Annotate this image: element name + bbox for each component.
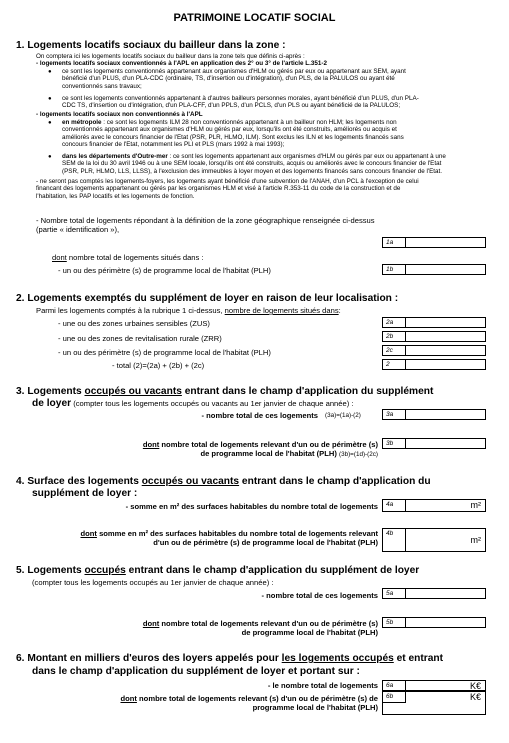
field-2b[interactable]: [382, 331, 486, 342]
field-code: 2b: [383, 332, 406, 341]
field-code: 2c: [383, 346, 406, 355]
field-5a[interactable]: [382, 588, 486, 599]
section-5-note: (compter tous les logements occupés au 1er janvier de chaque année) :: [32, 578, 274, 587]
field-1a[interactable]: [382, 237, 486, 248]
field-code: 4b: [383, 529, 406, 551]
field-code: 5b: [383, 618, 406, 627]
unit-label: K€: [469, 681, 481, 691]
section-4-heading: 4. Surface des logements occupés ou vacants entrant dans le champ d'application du: [16, 476, 431, 487]
field-code: 3a: [383, 410, 406, 419]
field-code: 2: [383, 360, 406, 369]
question-4b: dont somme en m² des surfaces habitables du nombre total de logements relevant d'un ou de périmètre (s) de programme local de l'habitat (PLH): [80, 529, 378, 547]
field-code: 6b: [383, 692, 406, 703]
section-6-heading: 6. Montant en milliers d'euros des loyers appelés pour les logements occupés et entrant: [16, 653, 444, 664]
field-code: 3b: [383, 439, 406, 448]
section-5-heading: 5. Logements occupés entrant dans le champ d'application du supplément de loyer: [16, 565, 420, 576]
question-1a: - Nombre total de logements répondant à la définition de la zone géographique renseignée ci-dessus (partie « identification »),: [36, 216, 375, 234]
question-5a: - nombre total de ces logements: [261, 591, 378, 600]
page-title: PATRIMOINE LOCATIF SOCIAL: [173, 12, 336, 24]
question-2c: - un ou des périmètre (s) de programme local de l'habitat (PLH): [58, 348, 271, 357]
field-code: 6a: [383, 681, 406, 690]
section-2-heading: 2. Logements exemptés du supplément de loyer en raison de leur localisation :: [16, 293, 399, 304]
formula-3a: (3a)=(1a)-(2): [325, 412, 361, 419]
section-1-a2: ce sont les logements conventionnés appartenant à d'autres bailleurs personnes morales, ayant bénéficié d'un PLUS, d'un PLA- CDC TS, d'insertion ou d'intégration, d'un PLA-CFF, d'un PPLS, d'un PCLS, d'un PLS ou ayant bénéficié de la PALULOS;: [62, 95, 419, 110]
bullet-icon: ●: [48, 154, 52, 160]
field-5b[interactable]: [382, 617, 486, 628]
section-1-b1: en métropole : ce sont les logements ILM 28 non conventionnés appartenant à un bailleur non HLM; les logements non conventionnés appartenant aux organismes d'HLM ou gérés par eux, lorsqu'ils ont été construits, améliorés ou acquis et améliorés avec le concours financier de l'Etat (PSR, PLR, HLMO, ILM). Sont exclus les ILN et les logements financés sans concours financier de l'Etat, notamment les PLI et PLS (mars 1992 à mai 1993);: [62, 119, 404, 149]
question-3a: - nombre total de ces logements: [201, 411, 318, 420]
section-3-heading: 3. Logements occupés ou vacants entrant dans le champ d'application du supplément: [16, 386, 434, 397]
bullet-icon: ●: [48, 120, 52, 126]
bullet-icon: ●: [48, 96, 52, 102]
field-4b[interactable]: [382, 528, 486, 552]
field-1b[interactable]: [382, 264, 486, 275]
field-6b[interactable]: [382, 691, 486, 715]
question-2b: - une ou des zones de revitalisation rurale (ZRR): [58, 334, 222, 343]
field-code: 1a: [383, 238, 406, 247]
question-6b: dont nombre total de logements relevant (s) d'un ou de périmètre (s) de programme local de l'habitat (PLH): [120, 694, 378, 712]
section-6-heading-2: dans le champ d'application du supplément de loyer et portant sur :: [32, 666, 360, 677]
field-3b[interactable]: [382, 438, 486, 449]
unit-label: m²: [470, 535, 481, 545]
section-1-sub-a: - logements locatifs sociaux conventionnés à l'APL en application des 2° ou 3° de l'article L.351-2: [36, 60, 328, 67]
section-1-sub-b: - logements locatifs sociaux non conventionnés à l'APL: [36, 111, 203, 118]
section-1-intro: On comptera ici les logements locatifs sociaux du bailleur dans la zone tels que définis ci-après :: [36, 53, 305, 60]
section-3-heading-2: de loyer (compter tous les logements occupés ou vacants au 1er janvier de chaque année) :: [32, 398, 354, 409]
section-4-heading-2: supplément de loyer :: [32, 488, 138, 499]
question-4a: - somme en m² des surfaces habitables du nombre total de logements: [125, 502, 378, 511]
question-1b-intro: dont nombre total de logements situés dans :: [52, 253, 204, 262]
section-1-heading: 1. Logements locatifs sociaux du bailleur dans la zone :: [16, 40, 286, 51]
question-5b: dont nombre total de logements relevant d'un ou de périmètre (s) de programme local de l'habitat (PLH): [142, 619, 378, 637]
field-4a[interactable]: [382, 499, 486, 512]
field-code: 2a: [383, 318, 406, 327]
question-2-total: - total (2)=(2a) + (2b) + (2c): [112, 361, 205, 370]
question-1b: - un ou des périmètre (s) de programme local de l'habitat (PLH): [58, 266, 271, 275]
unit-label: K€: [469, 692, 481, 702]
question-6a: - le nombre total de logements: [267, 681, 378, 690]
unit-label: m²: [470, 500, 481, 510]
field-2a[interactable]: [382, 317, 486, 328]
section-1-exclusions: - ne seront pas comptés les logements-foyers, les logements ayant bénéficié d'une subvention de l'ANAH, d'un PCL à l'exception de celui financant des logements appartenant ou gérés par les organismes HLM et visé à l'article R.353-11 du code de la construction et de l'habitation, les PAP locatifs et les logements de fonction.: [36, 178, 419, 200]
section-1-b2: dans les départements d'Outre-mer : ce sont les logements appartenant aux organismes d'HLM ou gérés par eux ou appartenant à une SEM de la loi du 30 avril 1946 ou à une SEM locale, lorsqu'ils ont été construits, acquis ou améliorés avec le concours financier de l'Etat (PSR, PLR, HLMO, LLS, LLSS), à l'exclusion des immeubles à loyer moyen et des logements financés sans concours financier de l'Etat.: [62, 153, 446, 175]
field-code: 5a: [383, 589, 406, 598]
field-2[interactable]: [382, 359, 486, 370]
section-2-intro: Parmi les logements comptés à la rubrique 1 ci-dessus, nombre de logements situés dans:: [36, 306, 341, 315]
field-code: 4a: [383, 500, 406, 511]
bullet-icon: ●: [48, 69, 52, 75]
field-2c[interactable]: [382, 345, 486, 356]
section-1-a1: ce sont les logements conventionnés appartenant aux organismes d'HLM ou gérés par eux ou appartenant aux SEM, ayant bénéficié d'un PLUS, d'un PLA-CDC (ordinaire, TS, d'insertion ou d'intégration), d'un PLS, de la PALULOS ou ayant été conventionnés sans travaux;: [62, 68, 406, 90]
field-3a[interactable]: [382, 409, 486, 420]
question-3b: dont nombre total de logements relevant d'un ou de périmètre (s) de programme local de l'habitat (PLH) (3b)=(1d)-(2c): [142, 440, 378, 458]
field-6a[interactable]: [382, 680, 486, 691]
field-code: 1b: [383, 265, 406, 274]
question-2a: - une ou des zones urbaines sensibles (ZUS): [58, 319, 210, 328]
